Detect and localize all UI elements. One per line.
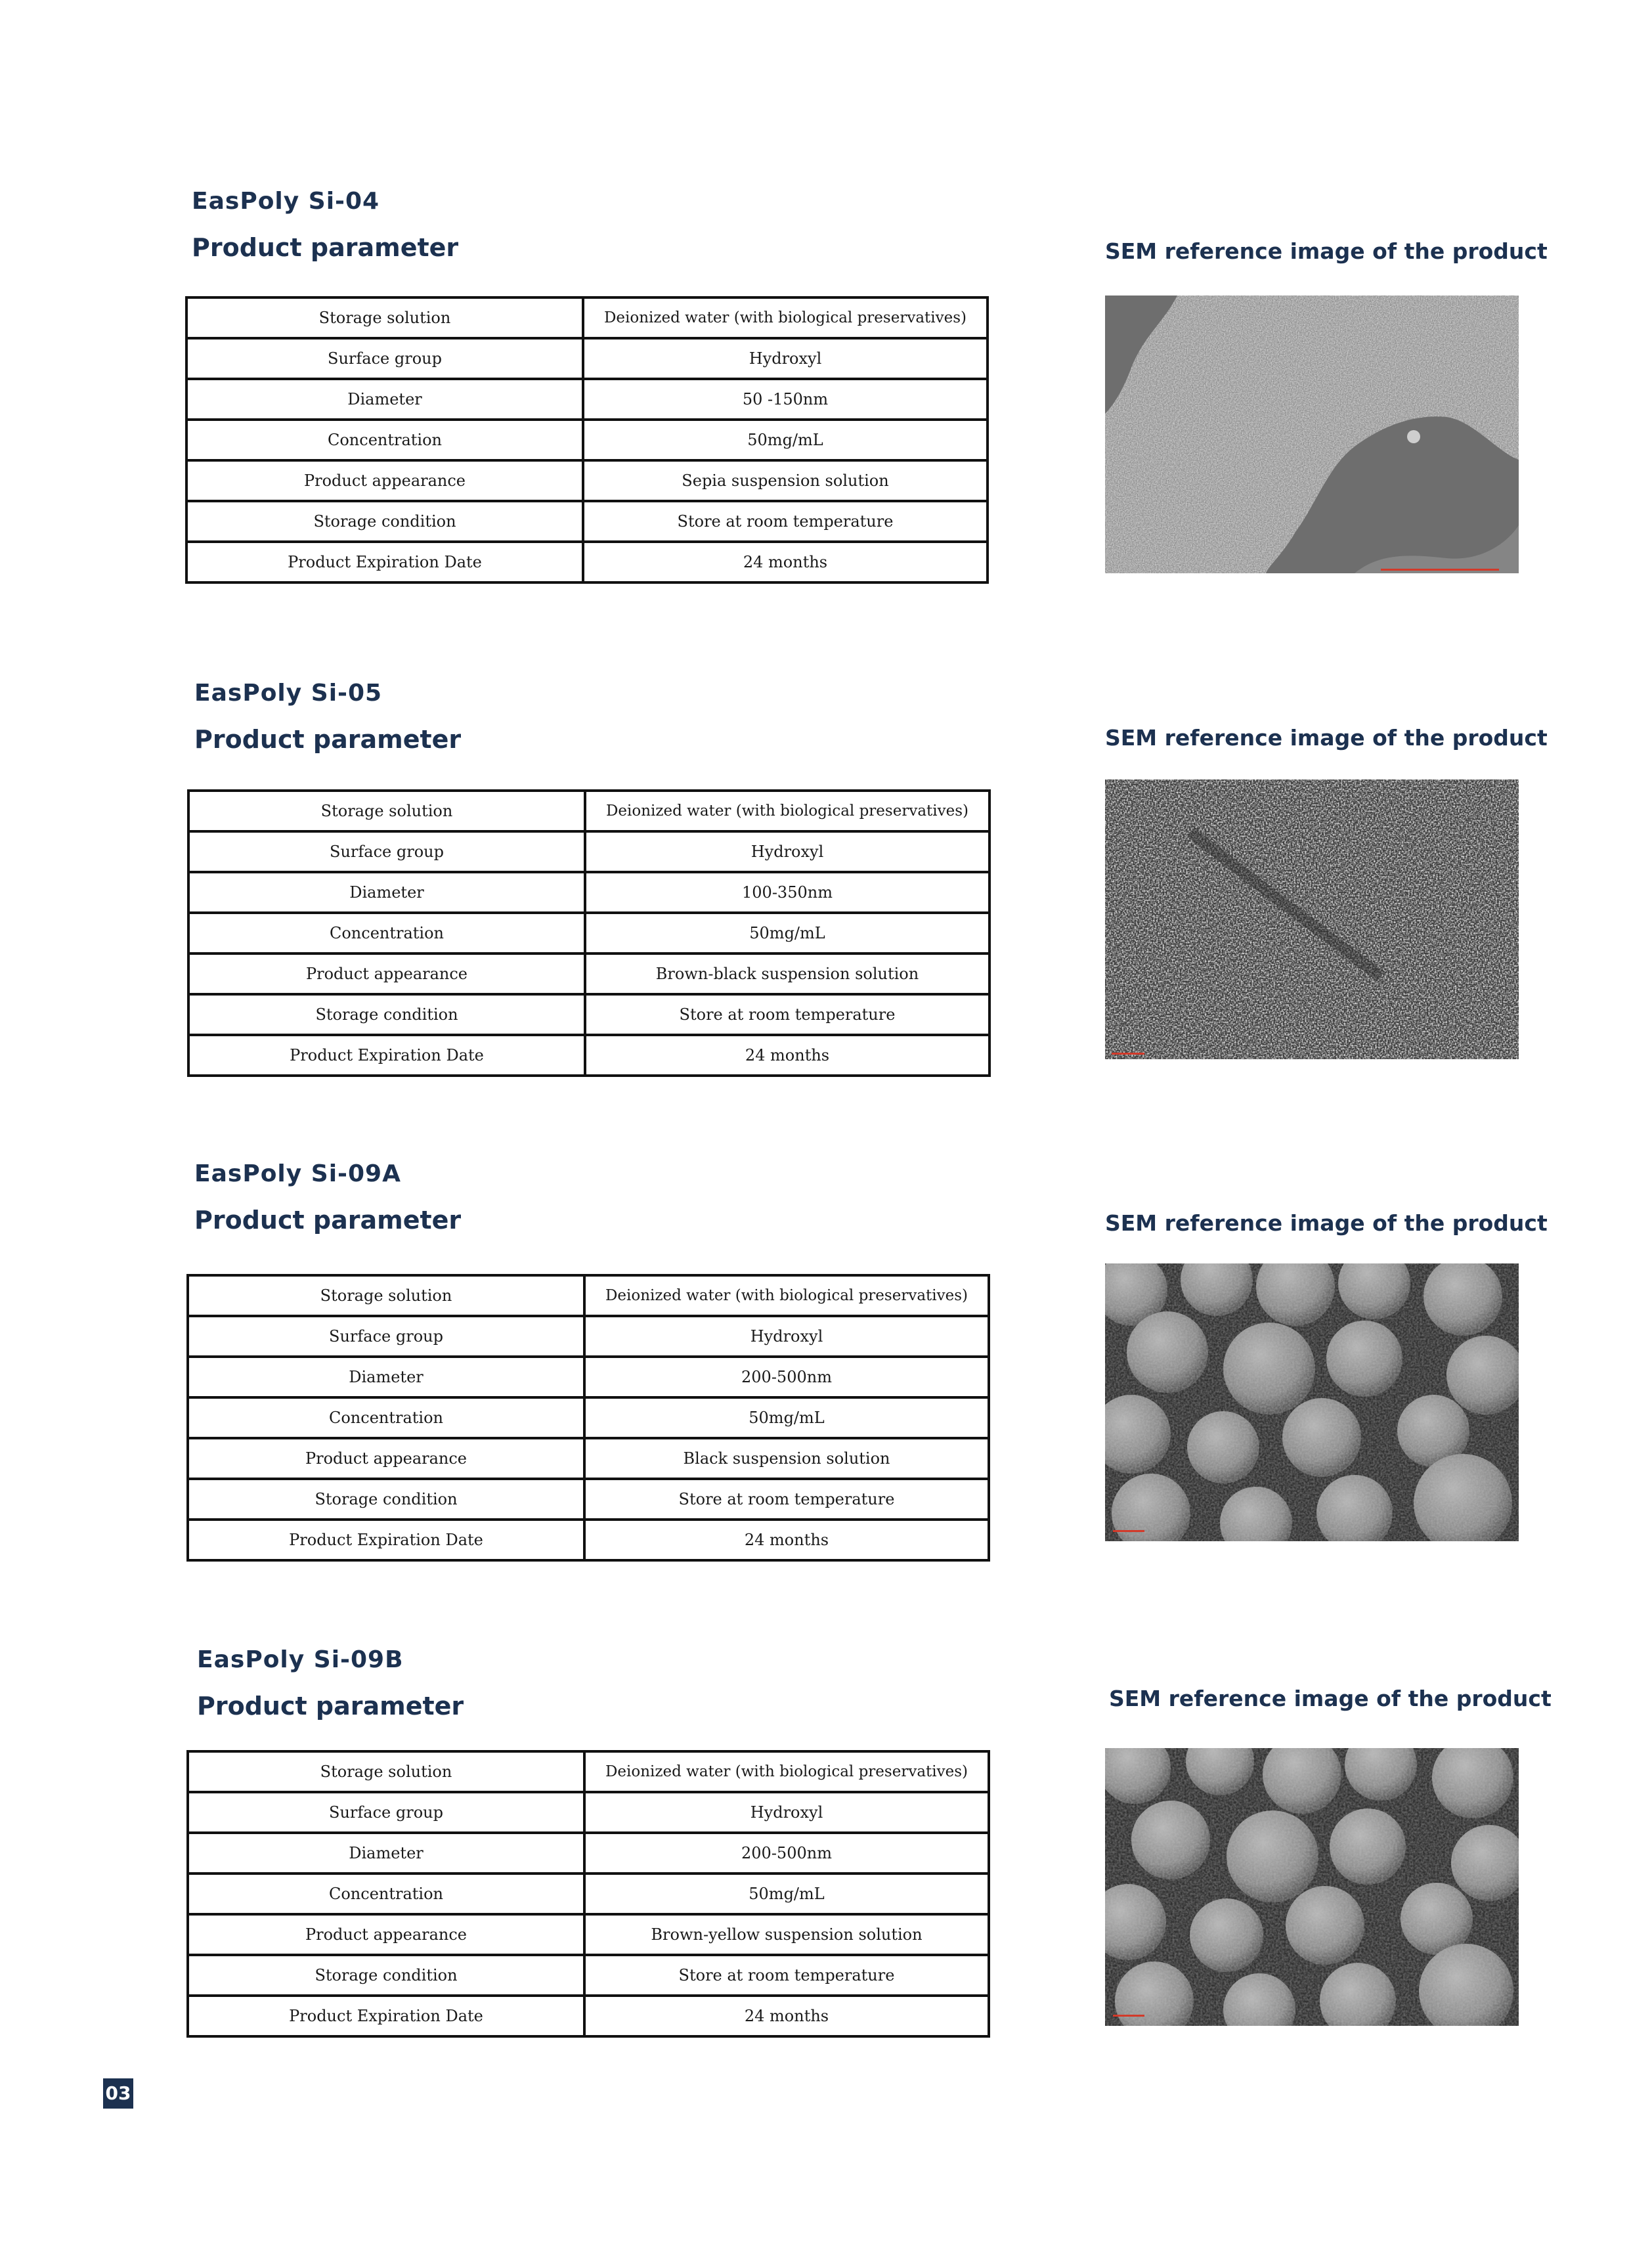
param-value: 100-350nm bbox=[585, 872, 989, 913]
table-row bbox=[186, 297, 988, 338]
param-value: Deionized water (with biological preservatives) bbox=[583, 297, 988, 338]
param-label: Storage solution bbox=[188, 1275, 584, 1316]
table-row bbox=[188, 1479, 989, 1520]
param-value: 24 months bbox=[584, 1520, 989, 1560]
param-value: Deionized water (with biological preservatives) bbox=[585, 791, 989, 831]
table-row bbox=[188, 1751, 989, 1792]
sem-heading: SEM reference image of the product bbox=[1109, 1686, 1552, 1711]
param-label: Surface group bbox=[186, 338, 583, 379]
product-name: EasPoly Si-05 bbox=[194, 680, 383, 707]
param-label: Product appearance bbox=[188, 1438, 584, 1479]
param-value: 50mg/mL bbox=[583, 420, 988, 460]
param-value: Brown-yellow suspension solution bbox=[584, 1914, 989, 1955]
table-row bbox=[188, 1438, 989, 1479]
table-row bbox=[188, 913, 989, 953]
param-value: 50 -150nm bbox=[583, 379, 988, 420]
parameter-table bbox=[185, 296, 989, 584]
param-label: Concentration bbox=[188, 1397, 584, 1438]
param-value: Store at room temperature bbox=[584, 1955, 989, 1996]
param-label: Storage condition bbox=[188, 1479, 584, 1520]
sem-heading: SEM reference image of the product bbox=[1105, 725, 1548, 751]
sem-image bbox=[1105, 1263, 1519, 1541]
table-row bbox=[186, 501, 988, 542]
param-value: 50mg/mL bbox=[584, 1397, 989, 1438]
param-value: Deionized water (with biological preservatives) bbox=[584, 1275, 989, 1316]
param-value: 200-500nm bbox=[584, 1833, 989, 1874]
table-row bbox=[188, 1955, 989, 1996]
product-parameter-heading: Product parameter bbox=[197, 1692, 464, 1720]
param-value: Black suspension solution bbox=[584, 1438, 989, 1479]
table-row bbox=[188, 1316, 989, 1357]
param-label: Storage condition bbox=[186, 501, 583, 542]
param-label: Concentration bbox=[188, 1874, 584, 1914]
param-value: Hydroxyl bbox=[585, 831, 989, 872]
param-label: Product appearance bbox=[188, 1914, 584, 1955]
param-label: Product Expiration Date bbox=[188, 1035, 585, 1076]
product-name: EasPoly Si-04 bbox=[192, 188, 380, 215]
table-row bbox=[186, 460, 988, 501]
sem-image bbox=[1105, 296, 1519, 573]
param-value: 24 months bbox=[584, 1996, 989, 2036]
param-label: Surface group bbox=[188, 1316, 584, 1357]
param-label: Storage condition bbox=[188, 1955, 584, 1996]
table-row bbox=[188, 1035, 989, 1076]
table-row bbox=[186, 338, 988, 379]
parameter-table bbox=[187, 789, 991, 1077]
table-row bbox=[188, 994, 989, 1035]
table-row bbox=[188, 1996, 989, 2036]
table-row bbox=[188, 1833, 989, 1874]
sem-heading: SEM reference image of the product bbox=[1105, 1210, 1548, 1236]
param-value: 50mg/mL bbox=[584, 1874, 989, 1914]
param-label: Product Expiration Date bbox=[188, 1520, 584, 1560]
sem-image bbox=[1105, 779, 1519, 1059]
sem-heading: SEM reference image of the product bbox=[1105, 238, 1548, 264]
param-label: Concentration bbox=[188, 913, 585, 953]
table-row bbox=[188, 953, 989, 994]
table-row bbox=[186, 379, 988, 420]
param-value: Deionized water (with biological preservatives) bbox=[584, 1751, 989, 1792]
product-parameter-heading: Product parameter bbox=[194, 725, 462, 754]
param-value: Hydroxyl bbox=[584, 1792, 989, 1833]
page-number-badge: 03 bbox=[103, 2078, 133, 2109]
param-value: Store at room temperature bbox=[585, 994, 989, 1035]
table-row bbox=[188, 1520, 989, 1560]
table-row bbox=[188, 1397, 989, 1438]
product-parameter-heading: Product parameter bbox=[194, 1206, 462, 1235]
param-value: 50mg/mL bbox=[585, 913, 989, 953]
table-row bbox=[188, 1874, 989, 1914]
param-label: Storage solution bbox=[188, 791, 585, 831]
param-label: Surface group bbox=[188, 1792, 584, 1833]
param-value: Hydroxyl bbox=[583, 338, 988, 379]
table-row bbox=[188, 1792, 989, 1833]
param-value: 24 months bbox=[585, 1035, 989, 1076]
table-row bbox=[188, 1357, 989, 1397]
sem-image bbox=[1105, 1748, 1519, 2026]
table-row bbox=[188, 1275, 989, 1316]
product-name: EasPoly Si-09A bbox=[194, 1160, 401, 1187]
param-label: Storage solution bbox=[188, 1751, 584, 1792]
table-row bbox=[188, 831, 989, 872]
param-label: Storage condition bbox=[188, 994, 585, 1035]
param-value: Brown-black suspension solution bbox=[585, 953, 989, 994]
param-label: Diameter bbox=[188, 1357, 584, 1397]
product-parameter-heading: Product parameter bbox=[192, 233, 459, 262]
param-label: Product Expiration Date bbox=[186, 542, 583, 582]
param-label: Storage solution bbox=[186, 297, 583, 338]
param-label: Product appearance bbox=[186, 460, 583, 501]
param-value: 24 months bbox=[583, 542, 988, 582]
table-row bbox=[188, 872, 989, 913]
param-value: Sepia suspension solution bbox=[583, 460, 988, 501]
table-row bbox=[186, 420, 988, 460]
parameter-table bbox=[186, 1750, 990, 2038]
product-name: EasPoly Si-09B bbox=[197, 1646, 404, 1673]
param-label: Diameter bbox=[186, 379, 583, 420]
param-label: Product appearance bbox=[188, 953, 585, 994]
param-value: 200-500nm bbox=[584, 1357, 989, 1397]
parameter-table bbox=[186, 1274, 990, 1562]
param-label: Diameter bbox=[188, 872, 585, 913]
param-label: Surface group bbox=[188, 831, 585, 872]
table-row bbox=[186, 542, 988, 582]
param-label: Product Expiration Date bbox=[188, 1996, 584, 2036]
param-value: Store at room temperature bbox=[583, 501, 988, 542]
table-row bbox=[188, 791, 989, 831]
table-row bbox=[188, 1914, 989, 1955]
param-value: Store at room temperature bbox=[584, 1479, 989, 1520]
param-label: Concentration bbox=[186, 420, 583, 460]
param-label: Diameter bbox=[188, 1833, 584, 1874]
param-value: Hydroxyl bbox=[584, 1316, 989, 1357]
